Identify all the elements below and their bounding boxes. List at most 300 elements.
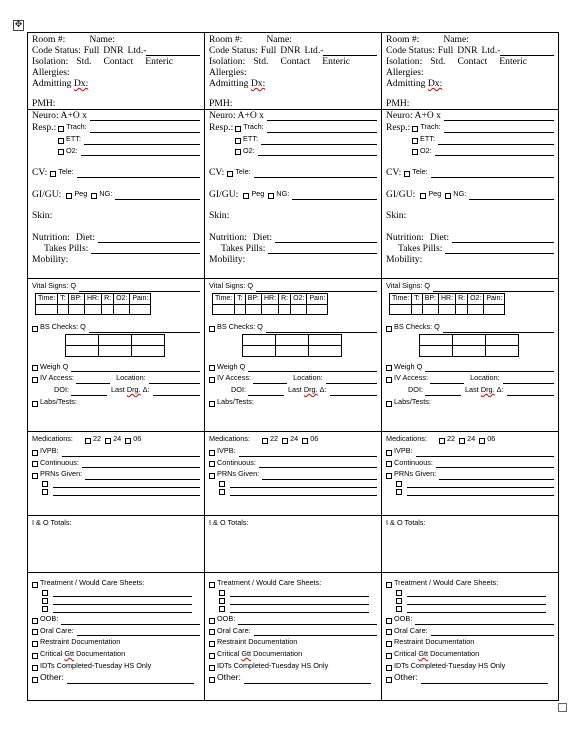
diet-field[interactable] (452, 235, 554, 243)
prn-entry-checkbox-icon[interactable] (42, 489, 48, 495)
allergies-label: Allergies: (32, 67, 70, 78)
prn-entry-checkbox-icon[interactable] (42, 481, 48, 487)
prn-entry-field[interactable] (53, 488, 200, 496)
bs-checks-label: BS Checks: Q (40, 321, 86, 331)
continuous-field[interactable] (259, 460, 377, 468)
neuro-field[interactable] (90, 113, 200, 121)
oral-care-row (209, 625, 377, 637)
idts-checkbox-icon[interactable] (32, 665, 38, 671)
prns-field[interactable] (262, 472, 377, 480)
ett-field[interactable] (261, 137, 377, 145)
vital-signs-field[interactable] (433, 284, 554, 292)
treatment-entry-checkbox-icon[interactable] (396, 590, 402, 596)
vital-header-r: R: (279, 293, 291, 304)
last-dressing-label: Last Drg. Δ: (111, 385, 150, 395)
continuous-label: Continuous: (40, 457, 79, 467)
ivpb-row (386, 445, 554, 457)
doi-field[interactable] (248, 388, 284, 396)
labs-row (386, 396, 554, 408)
diet-field[interactable] (275, 235, 377, 243)
prns-label: PRNs Given: (394, 469, 437, 479)
doi-label: DOI: (54, 385, 69, 395)
gigu-field[interactable] (115, 192, 200, 200)
continuous-checkbox-icon[interactable] (32, 461, 38, 467)
med-time-06: 06 (310, 434, 319, 443)
doi-field[interactable] (425, 388, 461, 396)
weigh-checkbox-icon[interactable] (386, 365, 392, 371)
vital-header-time: Time: (213, 293, 235, 304)
labs-checkbox-icon[interactable] (32, 401, 38, 407)
bs-checks-checkbox-icon[interactable] (209, 326, 215, 332)
ng-checkbox-icon[interactable] (445, 193, 451, 199)
weigh-label: Weigh Q (40, 361, 69, 371)
o2-field[interactable] (81, 148, 200, 156)
oob-field[interactable] (415, 617, 554, 625)
other-field[interactable] (244, 676, 371, 684)
critical-gtt-checkbox-icon[interactable] (32, 653, 38, 659)
o2-field[interactable] (258, 148, 377, 156)
treatment-checkbox-icon[interactable] (386, 582, 392, 588)
weigh-checkbox-icon[interactable] (209, 365, 215, 371)
gigu-field[interactable] (292, 192, 377, 200)
critical-gtt-row (32, 648, 200, 660)
code-full-option[interactable]: Full (260, 45, 277, 56)
cv-field[interactable] (431, 170, 554, 178)
code-ltd-option[interactable]: Ltd.- (481, 45, 501, 56)
peg-checkbox-icon[interactable] (66, 193, 72, 199)
allergies-row (386, 67, 554, 78)
trach-label: Trach: (243, 122, 264, 131)
treatment-entry-checkbox-icon[interactable] (219, 590, 225, 596)
oob-checkbox-icon[interactable] (386, 618, 392, 624)
code-status-label: Code Status: (209, 45, 258, 56)
prn-entry-row (32, 480, 200, 488)
weigh-field[interactable] (425, 364, 554, 372)
oob-checkbox-icon[interactable] (32, 618, 38, 624)
mobility-row (209, 254, 377, 265)
takes-pills-field[interactable] (445, 246, 554, 254)
code-ltd-field[interactable] (323, 48, 377, 56)
vital-header-hr: HR: (439, 293, 456, 304)
treatment-entry-field[interactable] (407, 589, 546, 597)
code-dnr-option[interactable]: DNR (457, 45, 478, 56)
bs-checks-table[interactable] (242, 334, 342, 357)
treatment-entry-row (32, 597, 200, 605)
treatment-entry-checkbox-icon[interactable] (219, 598, 225, 604)
iv-access-field[interactable] (76, 376, 110, 384)
cv-field[interactable] (254, 170, 377, 178)
vital-signs-header-row (36, 293, 151, 304)
mobility-label: Mobility: (209, 253, 246, 265)
bs-checks-row (386, 321, 554, 333)
last-dressing-field[interactable] (153, 388, 200, 396)
code-ltd-field[interactable] (146, 48, 200, 56)
ivpb-label: IVPB: (394, 445, 413, 455)
continuous-checkbox-icon[interactable] (386, 461, 392, 467)
other-checkbox-icon[interactable] (386, 677, 392, 683)
continuous-field[interactable] (82, 460, 200, 468)
vitals-section (382, 279, 558, 432)
continuous-checkbox-icon[interactable] (209, 461, 215, 467)
idts-row (32, 660, 200, 672)
iv-access-checkbox-icon[interactable] (386, 377, 392, 383)
io-row (209, 517, 377, 529)
pmh-label: PMH: (32, 98, 56, 109)
prn-entry-checkbox-icon[interactable] (396, 489, 402, 495)
code-full-option[interactable]: Full (437, 45, 454, 56)
continuous-field[interactable] (436, 460, 554, 468)
last-dressing-field[interactable] (330, 388, 377, 396)
ett-field[interactable] (84, 137, 200, 145)
admitting-dx-label: Admitting Dx: (32, 78, 89, 89)
treatment-entry-field[interactable] (407, 597, 546, 605)
patient-info-section (205, 33, 381, 279)
isolation-label: Isolation: (209, 56, 246, 67)
o2-checkbox-icon[interactable] (58, 149, 64, 155)
last-dressing-field[interactable] (507, 388, 554, 396)
isolation-enteric-option[interactable]: Enteric (499, 56, 527, 67)
oral-care-field[interactable] (431, 628, 554, 636)
doi-row (386, 384, 554, 396)
patient-column (205, 33, 382, 700)
code-full-option[interactable]: Full (83, 45, 100, 56)
vital-signs-entry-row[interactable] (390, 304, 505, 314)
iv-access-checkbox-icon[interactable] (32, 377, 38, 383)
ng-checkbox-icon[interactable] (91, 193, 97, 199)
labs-checkbox-icon[interactable] (386, 401, 392, 407)
iv-access-row (32, 372, 200, 384)
prn-entry-field[interactable] (230, 480, 377, 488)
treatment-entry-field[interactable] (53, 597, 192, 605)
location-field[interactable] (326, 376, 377, 384)
restraint-checkbox-icon[interactable] (32, 641, 38, 647)
peg-checkbox-icon[interactable] (420, 193, 426, 199)
oob-field[interactable] (238, 617, 377, 625)
prn-entry-field[interactable] (407, 488, 554, 496)
doi-field[interactable] (71, 388, 107, 396)
mobility-label: Mobility: (386, 253, 423, 265)
oob-label: OOB: (394, 613, 413, 623)
last-dressing-label: Last Drg. Δ: (465, 385, 504, 395)
peg-label: Peg (428, 189, 442, 199)
neuro-row (386, 110, 554, 121)
trach-field[interactable] (444, 125, 554, 133)
vital-signs-entry-row[interactable] (213, 304, 328, 314)
med-time-06: 06 (487, 434, 496, 443)
ivpb-field[interactable] (416, 449, 554, 457)
nutrition-row (32, 232, 200, 243)
prns-field[interactable] (439, 472, 554, 480)
treatment-entry-checkbox-icon[interactable] (396, 598, 402, 604)
documentation-section (205, 573, 381, 700)
critical-gtt-label: Critical Gtt Documentation (394, 649, 480, 659)
pmh-row (32, 98, 200, 109)
treatment-checkbox-icon[interactable] (209, 582, 215, 588)
mobility-row (32, 254, 200, 265)
nutrition-row (209, 232, 377, 243)
name-label: Name: (266, 34, 292, 45)
vital-signs-entry-row[interactable] (36, 304, 151, 314)
restraint-checkbox-icon[interactable] (209, 641, 215, 647)
ett-checkbox-icon[interactable] (235, 138, 241, 144)
prn-entry-row (386, 488, 554, 496)
vital-header-r: R: (102, 293, 114, 304)
code-status-label: Code Status: (386, 45, 435, 56)
med-time-06-checkbox-icon[interactable] (302, 438, 308, 444)
ng-checkbox-icon[interactable] (268, 193, 274, 199)
vital-signs-label: Vital Signs: Q (386, 281, 431, 290)
med-time-22-checkbox-icon[interactable] (85, 438, 91, 444)
treatment-entry-checkbox-icon[interactable] (42, 606, 48, 612)
code-ltd-field[interactable] (500, 48, 554, 56)
bs-checks-table[interactable] (419, 334, 519, 357)
location-field[interactable] (503, 376, 554, 384)
prns-checkbox-icon[interactable] (209, 473, 215, 479)
critical-gtt-checkbox-icon[interactable] (386, 653, 392, 659)
med-time-24: 24 (290, 434, 299, 443)
io-row (32, 517, 200, 529)
prn-entry-checkbox-icon[interactable] (396, 481, 402, 487)
neuro-field[interactable] (444, 113, 554, 121)
patient-info-section (382, 33, 558, 279)
tele-checkbox-icon[interactable] (50, 171, 56, 177)
bs-checks-checkbox-icon[interactable] (386, 326, 392, 332)
o2-field[interactable] (435, 148, 554, 156)
other-checkbox-icon[interactable] (209, 677, 215, 683)
ivpb-checkbox-icon[interactable] (386, 450, 392, 456)
takes-pills-label: Takes Pills: (44, 242, 89, 254)
peg-label: Peg (251, 189, 265, 199)
medications-label: Medications: (209, 434, 250, 443)
gigu-field[interactable] (469, 192, 554, 200)
prns-checkbox-icon[interactable] (32, 473, 38, 479)
treatment-entry-field[interactable] (53, 605, 192, 613)
oob-checkbox-icon[interactable] (209, 618, 215, 624)
trach-field[interactable] (90, 125, 200, 133)
table-resize-handle-icon[interactable] (558, 703, 567, 712)
vital-header-pain: Pain: (484, 293, 505, 304)
takes-pills-field[interactable] (91, 246, 200, 254)
bs-checks-field[interactable] (443, 325, 554, 333)
trach-checkbox-icon[interactable] (58, 126, 64, 132)
isolation-contact-option[interactable]: Contact (280, 56, 311, 67)
isolation-row (386, 56, 554, 67)
code-dnr-option[interactable]: DNR (103, 45, 124, 56)
restraint-row (32, 636, 200, 648)
idts-checkbox-icon[interactable] (209, 665, 215, 671)
gigu-label: GI/GU: (32, 188, 62, 200)
io-section (382, 516, 558, 573)
skin-row (32, 210, 200, 221)
tele-checkbox-icon[interactable] (404, 171, 410, 177)
other-field[interactable] (67, 676, 194, 684)
vital-header-bp: BP: (245, 293, 261, 304)
neuro-row (32, 110, 200, 121)
prn-entry-row (209, 480, 377, 488)
prns-checkbox-icon[interactable] (386, 473, 392, 479)
iv-access-field[interactable] (253, 376, 287, 384)
isolation-contact-option[interactable]: Contact (457, 56, 488, 67)
location-label: Location: (293, 373, 323, 383)
labs-row (32, 396, 200, 408)
treatment-entry-field[interactable] (230, 589, 369, 597)
vital-signs-field[interactable] (256, 284, 377, 292)
bs-checks-label: BS Checks: Q (217, 321, 263, 331)
oral-care-checkbox-icon[interactable] (209, 629, 215, 635)
isolation-std-option[interactable]: Std. (430, 56, 446, 67)
takes-pills-label: Takes Pills: (221, 242, 266, 254)
tele-checkbox-icon[interactable] (227, 171, 233, 177)
nutrition-row (386, 232, 554, 243)
idts-label: IDTs Completed-Tuesday HS Only (394, 660, 506, 670)
gigu-label: GI/GU: (386, 188, 416, 200)
treatment-entry-row (386, 597, 554, 605)
trach-checkbox-icon[interactable] (235, 126, 241, 132)
code-ltd-option[interactable]: Ltd.- (127, 45, 147, 56)
documentation-section (382, 573, 558, 700)
isolation-std-option[interactable]: Std. (76, 56, 92, 67)
critical-gtt-checkbox-icon[interactable] (209, 653, 215, 659)
med-time-06-checkbox-icon[interactable] (125, 438, 131, 444)
labs-checkbox-icon[interactable] (209, 401, 215, 407)
peg-checkbox-icon[interactable] (243, 193, 249, 199)
treatment-entry-field[interactable] (407, 605, 546, 613)
oral-care-row (32, 625, 200, 637)
prn-entry-checkbox-icon[interactable] (219, 481, 225, 487)
prns-label: PRNs Given: (40, 469, 83, 479)
med-time-22-checkbox-icon[interactable] (262, 438, 268, 444)
ett-checkbox-icon[interactable] (412, 138, 418, 144)
oral-care-checkbox-icon[interactable] (386, 629, 392, 635)
isolation-contact-option[interactable]: Contact (103, 56, 134, 67)
treatment-entry-checkbox-icon[interactable] (42, 598, 48, 604)
room-name-row (209, 34, 377, 45)
bs-checks-table[interactable] (65, 334, 165, 357)
bs-checks-checkbox-icon[interactable] (32, 326, 38, 332)
ett-checkbox-icon[interactable] (58, 138, 64, 144)
other-label: Other: (217, 671, 241, 682)
other-field[interactable] (421, 676, 548, 684)
resp-label: Resp.: (209, 121, 234, 133)
admitting-dx-label: Admitting Dx: (209, 78, 266, 89)
room-name-row (386, 34, 554, 45)
oral-care-checkbox-icon[interactable] (32, 629, 38, 635)
cv-field[interactable] (77, 170, 200, 178)
oob-field[interactable] (61, 617, 200, 625)
vital-signs-row (32, 280, 200, 292)
med-time-24-checkbox-icon[interactable] (459, 438, 465, 444)
med-time-24-checkbox-icon[interactable] (105, 438, 111, 444)
treatment-entry-field[interactable] (230, 597, 369, 605)
med-time-22: 22 (446, 434, 456, 443)
treatment-entry-field[interactable] (53, 589, 192, 597)
continuous-row (32, 457, 200, 469)
med-time-06-checkbox-icon[interactable] (479, 438, 485, 444)
other-checkbox-icon[interactable] (32, 677, 38, 683)
medications-label: Medications: (32, 434, 73, 443)
treatment-entry-field[interactable] (230, 605, 369, 613)
code-dnr-option[interactable]: DNR (280, 45, 301, 56)
ng-label: NG: (99, 189, 113, 199)
isolation-std-option[interactable]: Std. (253, 56, 269, 67)
treatment-entry-checkbox-icon[interactable] (219, 606, 225, 612)
cv-row (32, 166, 200, 178)
location-field[interactable] (149, 376, 200, 384)
ett-field[interactable] (438, 137, 554, 145)
weigh-field[interactable] (71, 364, 200, 372)
prn-entry-field[interactable] (53, 480, 200, 488)
o2-checkbox-icon[interactable] (235, 149, 241, 155)
iv-access-field[interactable] (430, 376, 464, 384)
ivpb-checkbox-icon[interactable] (32, 450, 38, 456)
allergies-row (32, 67, 200, 78)
vital-signs-header-row (213, 293, 328, 304)
doi-label: DOI: (408, 385, 423, 395)
medications-row (386, 433, 554, 445)
table-move-handle-icon[interactable]: ✥ (14, 20, 23, 30)
restraint-label: Restraint Documentation (40, 637, 121, 647)
idts-checkbox-icon[interactable] (386, 665, 392, 671)
iv-access-label: IV Access: (217, 373, 252, 383)
code-ltd-option[interactable]: Ltd.- (304, 45, 324, 56)
ivpb-row (209, 445, 377, 457)
bs-checks-field[interactable] (89, 325, 200, 333)
medications-row (209, 433, 377, 445)
neuro-label: Neuro: A+O x (386, 110, 441, 121)
oob-label: OOB: (217, 613, 236, 623)
prns-field[interactable] (85, 472, 200, 480)
treatment-entry-checkbox-icon[interactable] (42, 590, 48, 596)
cv-label: CV: (209, 167, 225, 179)
treatment-entry-checkbox-icon[interactable] (396, 606, 402, 612)
treatment-checkbox-icon[interactable] (32, 582, 38, 588)
prn-entry-field[interactable] (407, 480, 554, 488)
vital-header-o2: O2: (114, 293, 130, 304)
med-time-24-checkbox-icon[interactable] (282, 438, 288, 444)
restraint-checkbox-icon[interactable] (386, 641, 392, 647)
iv-access-checkbox-icon[interactable] (209, 377, 215, 383)
ivpb-field[interactable] (62, 449, 200, 457)
bs-checks-field[interactable] (266, 325, 377, 333)
prn-entry-field[interactable] (230, 488, 377, 496)
med-time-22-checkbox-icon[interactable] (439, 438, 445, 444)
prn-entry-checkbox-icon[interactable] (219, 489, 225, 495)
vital-header-bp: BP: (422, 293, 438, 304)
o2-checkbox-icon[interactable] (412, 149, 418, 155)
trach-checkbox-icon[interactable] (412, 126, 418, 132)
diet-field[interactable] (98, 235, 200, 243)
ivpb-field[interactable] (239, 449, 377, 457)
isolation-enteric-option[interactable]: Enteric (322, 56, 350, 67)
ivpb-checkbox-icon[interactable] (209, 450, 215, 456)
weigh-checkbox-icon[interactable] (32, 365, 38, 371)
labs-label: Labs/Tests: (217, 396, 254, 406)
isolation-enteric-option[interactable]: Enteric (145, 56, 173, 67)
vital-signs-field[interactable] (79, 284, 200, 292)
resp-label: Resp.: (32, 121, 57, 133)
oral-care-field[interactable] (254, 628, 377, 636)
oral-care-field[interactable] (77, 628, 200, 636)
continuous-label: Continuous: (217, 457, 256, 467)
weigh-field[interactable] (248, 364, 377, 372)
o2-label: O2: (243, 145, 255, 155)
cv-label: CV: (32, 167, 48, 179)
patient-column (382, 33, 558, 700)
trach-field[interactable] (267, 125, 377, 133)
takes-pills-field[interactable] (268, 246, 377, 254)
neuro-field[interactable] (267, 113, 377, 121)
idts-row (209, 660, 377, 672)
